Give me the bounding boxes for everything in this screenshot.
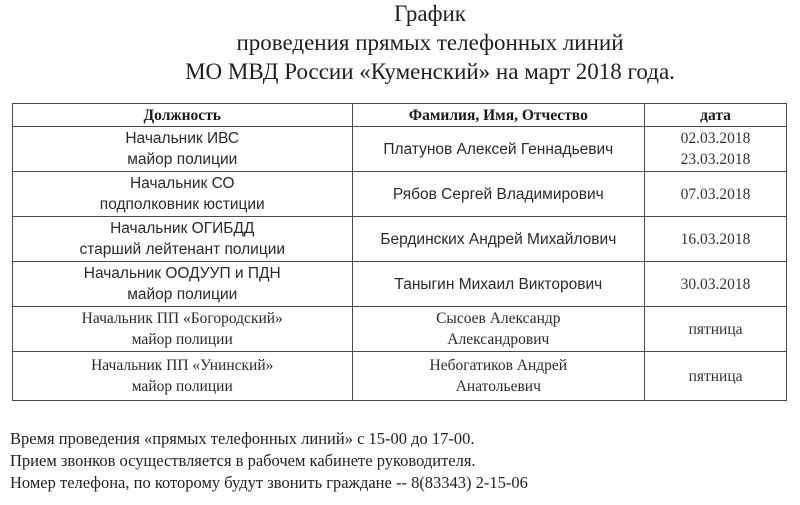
full-name: Бердинских Андрей Михайлович [380,230,617,248]
position-title: Начальник ПП «Унинский» [91,357,274,374]
position-cell [13,307,353,352]
document-subtitle-org: МО МВД России «Куменский» на март 2018 года. [185,59,675,84]
date-value: 30.03.2018 [680,275,751,293]
position-title: Начальник ОГИБДД [110,220,255,237]
name-cell [352,352,645,401]
full-name-cont: Александрович [447,331,550,348]
note-location: Прием звонков осуществляется в рабочем кабинете руководителя. [10,451,476,470]
position-rank: майор полиции [131,331,233,348]
position-cell [13,352,353,401]
name-cell [352,307,645,352]
position-rank: подполковник юстиции [99,196,265,213]
position-cell [13,172,353,217]
document-title: График [394,1,466,26]
schedule-table [12,103,787,401]
position-title: Начальник ИВС [125,130,240,147]
table-row [13,262,787,307]
position-rank: старший лейтенант полиции [79,241,286,258]
position-cell [13,217,353,262]
table-row [13,307,787,352]
date-value: 07.03.2018 [680,185,751,203]
note-phone: Номер телефона, по которому будут звонить граждане -- 8(83343) 2-15-06 [10,473,528,492]
full-name: Таныгин Михаил Викторович [394,275,603,293]
date-value: 16.03.2018 [680,230,751,248]
notes-block [10,428,528,494]
position-title: Начальник СО [129,175,235,192]
date-value: 23.03.2018 [680,151,751,168]
full-name: Платунов Алексей Геннадьевич [383,140,614,158]
column-header-name: Фамилия, Имя, Отчество [352,104,645,127]
table-row [13,217,787,262]
table-row [13,172,787,217]
date-cell [645,127,787,172]
position-title: Начальник ООДУУП и ПДН [83,265,281,282]
position-rank: майор полиции [127,286,238,303]
position-rank: майор полиции [131,378,233,395]
position-cell [13,262,353,307]
full-name: Рябов Сергей Владимирович [392,185,604,203]
date-cell [645,307,787,352]
full-name-cont: Анатольевич [455,378,541,395]
name-cell [352,217,645,262]
column-header-date: дата [645,104,787,127]
date-cell [645,172,787,217]
full-name: Небогатиков Андрей [429,357,568,374]
name-cell [352,127,645,172]
name-cell [352,172,645,217]
date-cell [645,352,787,401]
full-name: Сысоев Александр [436,310,561,327]
date-value: пятница [688,320,743,338]
date-value: 02.03.2018 [680,130,751,147]
name-cell [352,262,645,307]
position-cell [13,127,353,172]
date-cell [645,217,787,262]
table-header-row [13,104,787,127]
position-rank: майор полиции [127,151,238,168]
date-value: пятница [688,367,743,385]
note-time: Время проведения «прямых телефонных линий» с 15-00 до 17-00. [10,429,475,448]
table-row [13,352,787,401]
date-cell [645,262,787,307]
column-header-position: Должность [13,104,353,127]
document-subtitle: проведения прямых телефонных линий [236,30,624,55]
table-row [13,127,787,172]
position-title: Начальник ПП «Богородский» [81,310,283,327]
